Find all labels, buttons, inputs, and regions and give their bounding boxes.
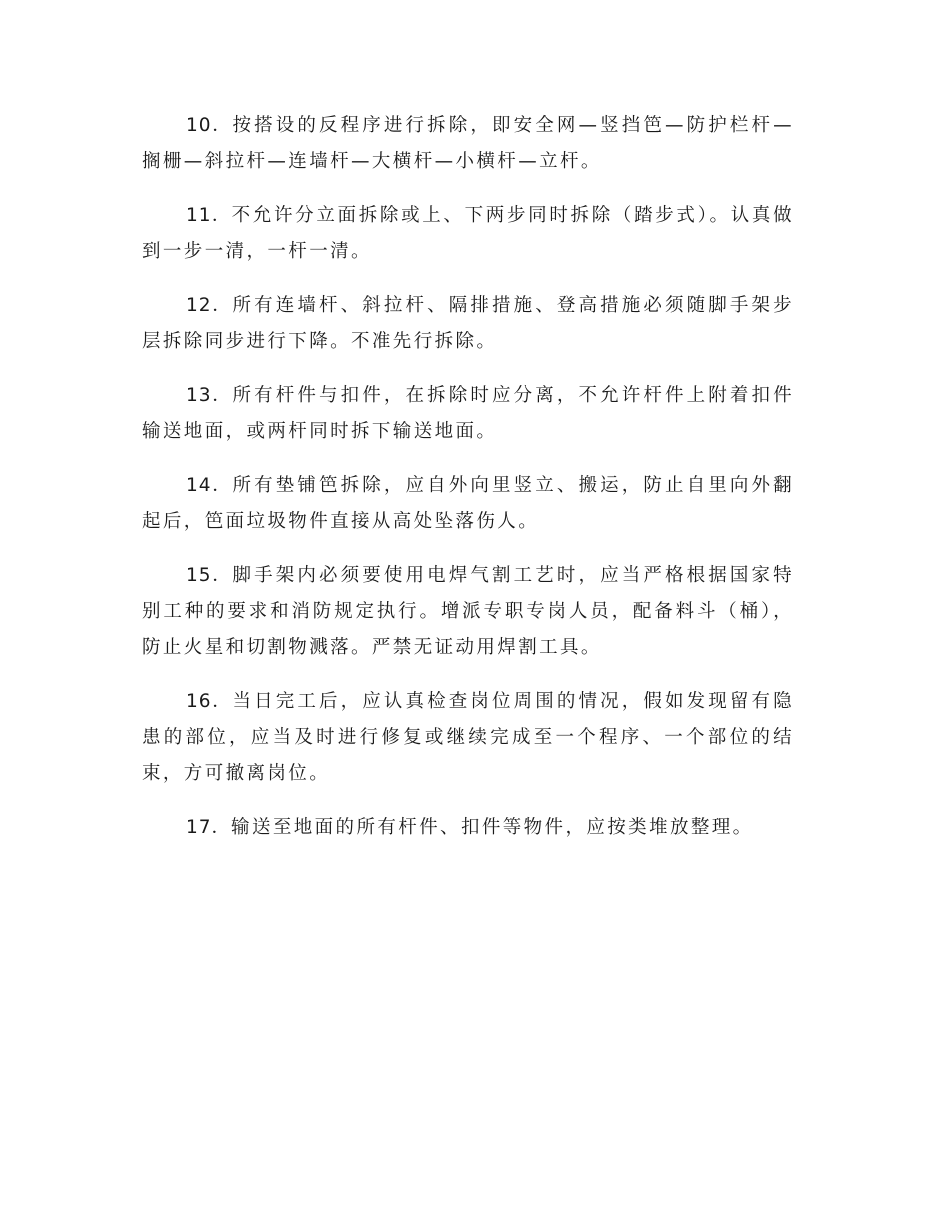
paragraph-text: 不允许分立面拆除或上、下两步同时拆除（踏步式）。认真做到一步一清，一杆一清。 [142, 205, 794, 262]
paragraph-12 [142, 288, 794, 360]
paragraph-text: 所有垫铺笆拆除，应自外向里竖立、搬运，防止自里向外翻起后，笆面垃圾物件直接从高处坠落伤人。 [142, 475, 795, 532]
paragraph-number: 11． [186, 205, 232, 226]
paragraph-14 [142, 468, 794, 540]
paragraph-number: 13． [186, 385, 233, 406]
paragraph-10 [142, 108, 794, 180]
paragraph-number: 14． [186, 475, 233, 496]
paragraph-number: 16． [186, 691, 233, 712]
paragraph-number: 17． [186, 817, 232, 838]
paragraph-13 [142, 378, 794, 450]
paragraph-text: 按搭设的反程序进行拆除，即安全网—竖挡笆—防护栏杆—搁栅—斜拉杆—连墙杆—大横杆—小横杆—立杆。 [142, 115, 795, 172]
paragraph-number: 12． [186, 295, 233, 316]
document-body [142, 108, 794, 864]
paragraph-number: 10． [186, 115, 233, 136]
paragraph-17 [142, 810, 794, 846]
paragraph-16 [142, 684, 794, 792]
paragraph-text: 输送至地面的所有杆件、扣件等物件，应按类堆放整理。 [231, 817, 754, 838]
paragraph-text: 所有杆件与扣件，在拆除时应分离，不允许杆件上附着扣件输送地面，或两杆同时拆下输送地面。 [142, 385, 795, 442]
paragraph-text: 当日完工后，应认真检查岗位周围的情况，假如发现留有隐患的部位，应当及时进行修复或继续完成至一个程序、一个部位的结束，方可撤离岗位。 [142, 691, 795, 784]
paragraph-15 [142, 558, 794, 666]
paragraph-number: 15． [186, 565, 233, 586]
paragraph-11 [142, 198, 794, 270]
paragraph-text: 所有连墙杆、斜拉杆、隔排措施、登高措施必须随脚手架步层拆除同步进行下降。不准先行拆除。 [142, 295, 795, 352]
paragraph-text: 脚手架内必须要使用电焊气割工艺时，应当严格根据国家特别工种的要求和消防规定执行。增派专职专岗人员，配备料斗（桶），防止火星和切割物溅落。严禁无证动用焊割工具。 [142, 565, 795, 658]
